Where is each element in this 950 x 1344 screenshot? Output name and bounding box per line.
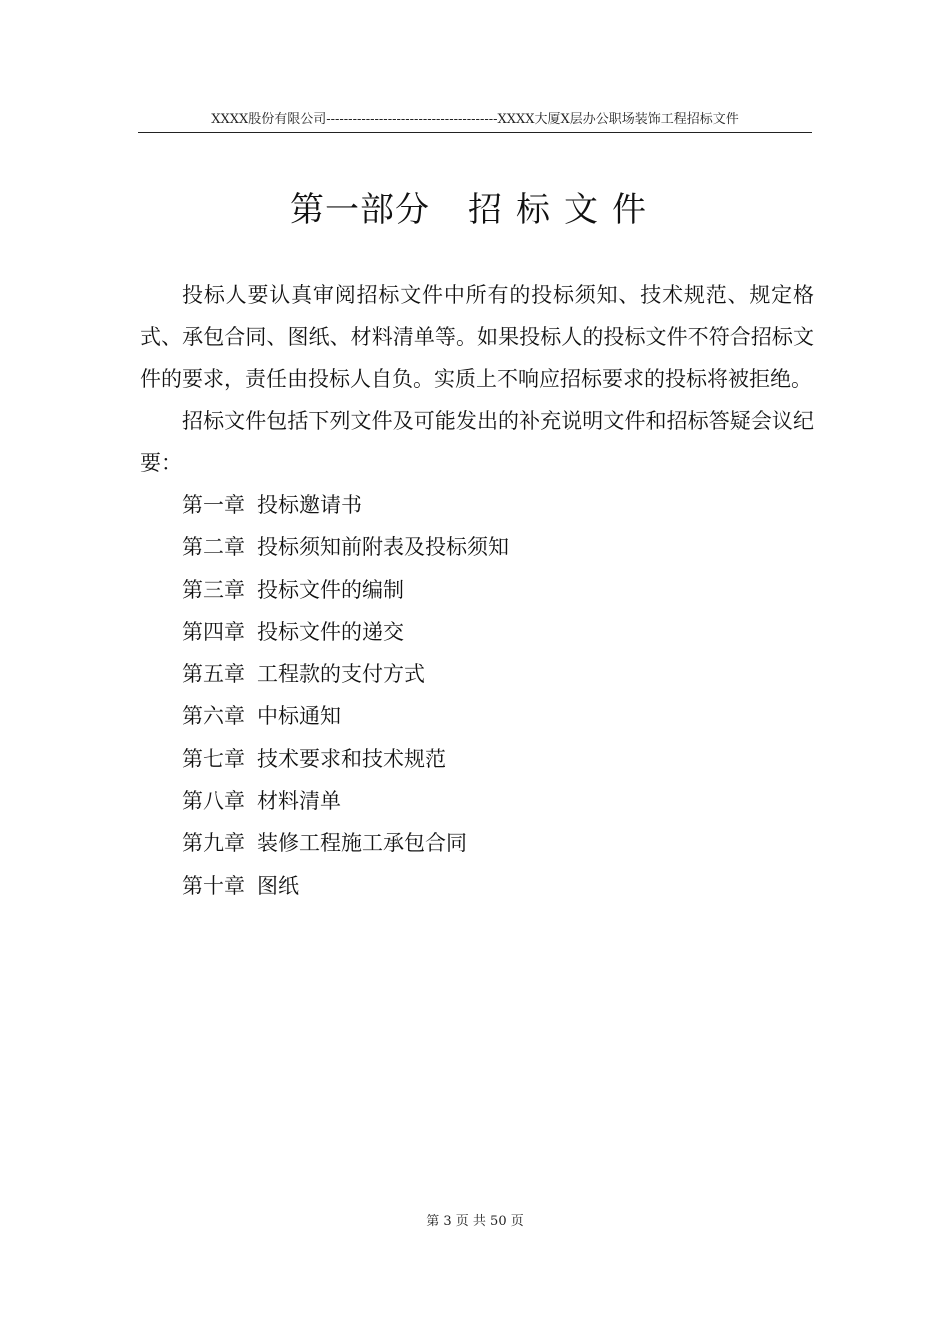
chapter-title: 投标须知前附表及投标须知 [257, 535, 509, 560]
chapter-title: 装修工程施工承包合同 [257, 831, 467, 856]
page-header-text: XXXX股份有限公司---------------------------------------XXXX大厦X层办公职场装饰工程招标文件 [211, 112, 739, 127]
chapter-title: 中标通知 [257, 704, 341, 729]
page-footer [0, 1212, 950, 1232]
document-body [140, 274, 814, 907]
chapter-number: 第五章 [182, 662, 245, 687]
part-number: 第一部分 [290, 190, 430, 230]
chapter-title: 图纸 [257, 873, 299, 898]
chapter-item [182, 569, 814, 611]
chapter-number: 第三章 [182, 577, 245, 602]
chapter-item [182, 695, 814, 737]
paragraph-contents-lead: 招标文件包括下列文件及可能发出的补充说明文件和招标答疑会议纪要： [140, 409, 814, 475]
chapter-title: 投标邀请书 [257, 493, 362, 517]
chapter-item [182, 484, 814, 526]
paragraph-intro: 投标人要认真审阅招标文件中所有的投标须知、技术规范、规定格式、承包合同、图纸、材料清单等。如果投标人的投标文件不符合招标文件的要求，责任由投标人自负。实质上不响应招标要求的投标将被拒绝。 [140, 283, 814, 391]
chapter-item [182, 780, 814, 822]
chapter-number: 第七章 [182, 746, 245, 771]
chapter-item [182, 738, 814, 780]
chapter-number: 第十章 [182, 873, 245, 898]
chapter-number: 第四章 [182, 619, 245, 644]
chapter-title: 投标文件的递交 [257, 619, 404, 644]
chapter-item [182, 865, 814, 907]
chapter-list [140, 484, 814, 907]
chapter-number: 第八章 [182, 789, 245, 814]
part-name: 招标文件 [468, 190, 660, 230]
chapter-title: 材料清单 [257, 789, 341, 814]
page-title [0, 182, 950, 238]
chapter-item [182, 653, 814, 695]
chapter-number: 第九章 [182, 831, 245, 856]
chapter-item [182, 611, 814, 653]
chapter-title: 投标文件的编制 [257, 577, 404, 602]
page-number: 第 3 页 共 50 页 [426, 1214, 524, 1229]
page-header [138, 111, 812, 133]
chapter-title: 工程款的支付方式 [257, 662, 425, 687]
chapter-title: 技术要求和技术规范 [257, 746, 446, 771]
chapter-item [182, 526, 814, 568]
chapter-number: 第二章 [182, 535, 245, 560]
chapter-number: 第六章 [182, 704, 245, 729]
chapter-number: 第一章 [182, 493, 245, 517]
chapter-item [182, 822, 814, 864]
